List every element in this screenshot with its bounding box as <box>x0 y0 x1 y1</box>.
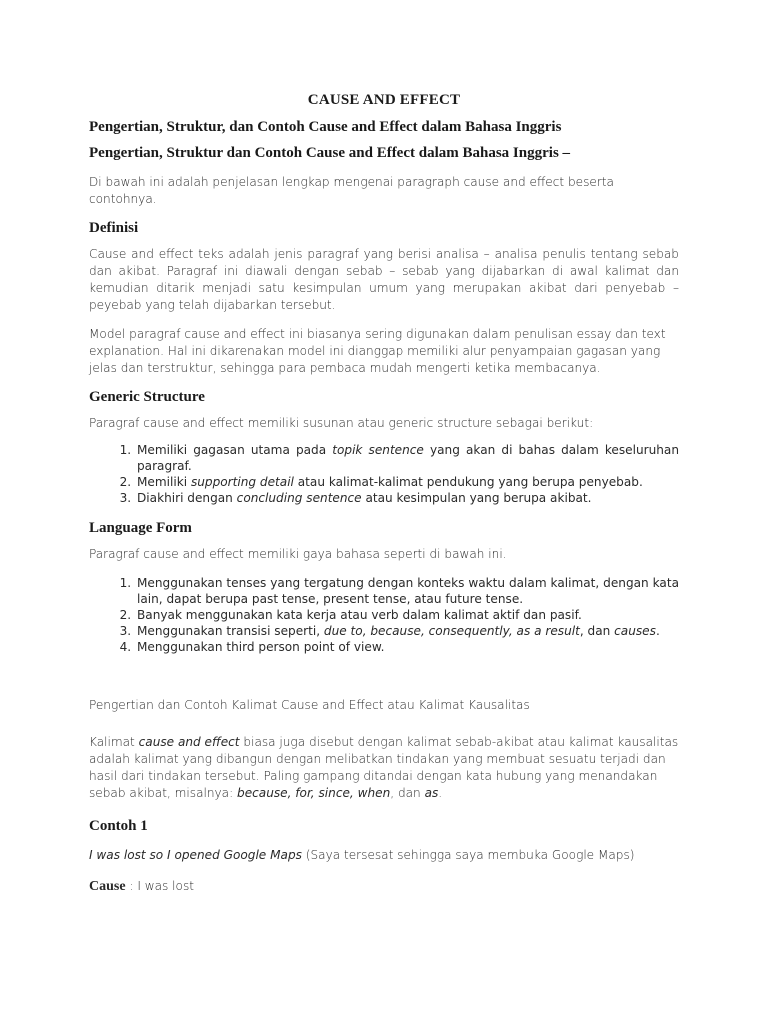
language-form-list <box>89 575 679 655</box>
list-item: 2. Memiliki supporting detail atau kalimat-kalimat pendukung yang berupa penyebab. <box>135 474 679 490</box>
subtitle-2: Pengertian, Struktur dan Contoh Cause and Effect dalam Bahasa Inggris – <box>89 145 571 161</box>
list-item: 2. Banyak menggunakan kata kerja atau verb dalam kalimat aktif dan pasif. <box>135 607 679 623</box>
heading-generic-structure: Generic Structure <box>89 389 205 405</box>
kalimat-paragraph: Kalimat cause and effect biasa juga disebut dengan kalimat sebab-akibat atau kalimat kausalitas adalah kalimat yang dibangun dengan melibatkan tindakan yang membuat sesuatu terjadi dan hasil dari tindakan tersebut. Paling gampang ditandai dengan kata hubung yang menandakan sebab akibat, misalnya: because, for, since, when, dan as. <box>89 735 679 800</box>
heading-language-form: Language Form <box>89 520 192 536</box>
list-item: 4. Menggunakan third person point of view. <box>135 639 679 655</box>
generic-structure-list <box>89 442 679 506</box>
contoh-1-cause: Cause : I was lost <box>89 879 194 894</box>
definisi-paragraph-2: Model paragraf cause and effect ini biasanya sering digunakan dalam penulisan essay dan text explanation. Hal ini dikarenakan model ini dianggap memiliki alur penyampaian gagasan yang jelas dan terstruktur, sehingga para pembaca mudah mengerti ketika membacanya. <box>89 327 666 375</box>
language-form-intro: Paragraf cause and effect memiliki gaya bahasa seperti di bawah ini. <box>89 547 507 561</box>
intro-paragraph: Di bawah ini adalah penjelasan lengkap mengenai paragraph cause and effect beserta contohnya. <box>89 175 614 206</box>
subtitle-1: Pengertian, Struktur, dan Contoh Cause and Effect dalam Bahasa Inggris <box>89 119 562 135</box>
heading-contoh-1: Contoh 1 <box>89 818 148 834</box>
kalimat-heading: Pengertian dan Contoh Kalimat Cause and Effect atau Kalimat Kausalitas <box>89 698 530 712</box>
list-item: 3. Menggunakan transisi seperti, due to, because, consequently, as a result, dan causes. <box>135 623 679 639</box>
spacer <box>89 669 679 697</box>
document-title: CAUSE AND EFFECT <box>307 92 461 108</box>
heading-definisi: Definisi <box>89 220 139 236</box>
list-item: 3. Diakhiri dengan concluding sentence atau kesimpulan yang berupa akibat. <box>135 490 679 506</box>
document-page <box>89 92 679 907</box>
list-item: 1. Menggunakan tenses yang tergatung dengan konteks waktu dalam kalimat, dengan kata lain, dapat berupa past tense, present tense, atau future tense. <box>135 575 679 607</box>
generic-structure-intro: Paragraf cause and effect memiliki susunan atau generic structure sebagai berikut: <box>89 416 594 430</box>
cause-label: Cause <box>89 879 126 894</box>
list-item: 1. Memiliki gagasan utama pada topik sentence yang akan di bahas dalam keseluruhan paragraf. <box>135 442 679 474</box>
contoh-1-sentence: I was lost so I opened Google Maps (Saya tersesat sehingga saya membuka Google Maps) <box>89 848 635 862</box>
definisi-paragraph-1: Cause and effect teks adalah jenis paragraf yang berisi analisa – analisa penulis tentang sebab dan akibat. Paragraf ini diawali dengan sebab – sebab yang dijabarkan di awal kalimat dan kemudian ditarik menjadi satu kesimpulan umum yang merupakan akibat dari penyebab – peyebab yang telah dijabarkan tersebut. <box>89 247 679 312</box>
